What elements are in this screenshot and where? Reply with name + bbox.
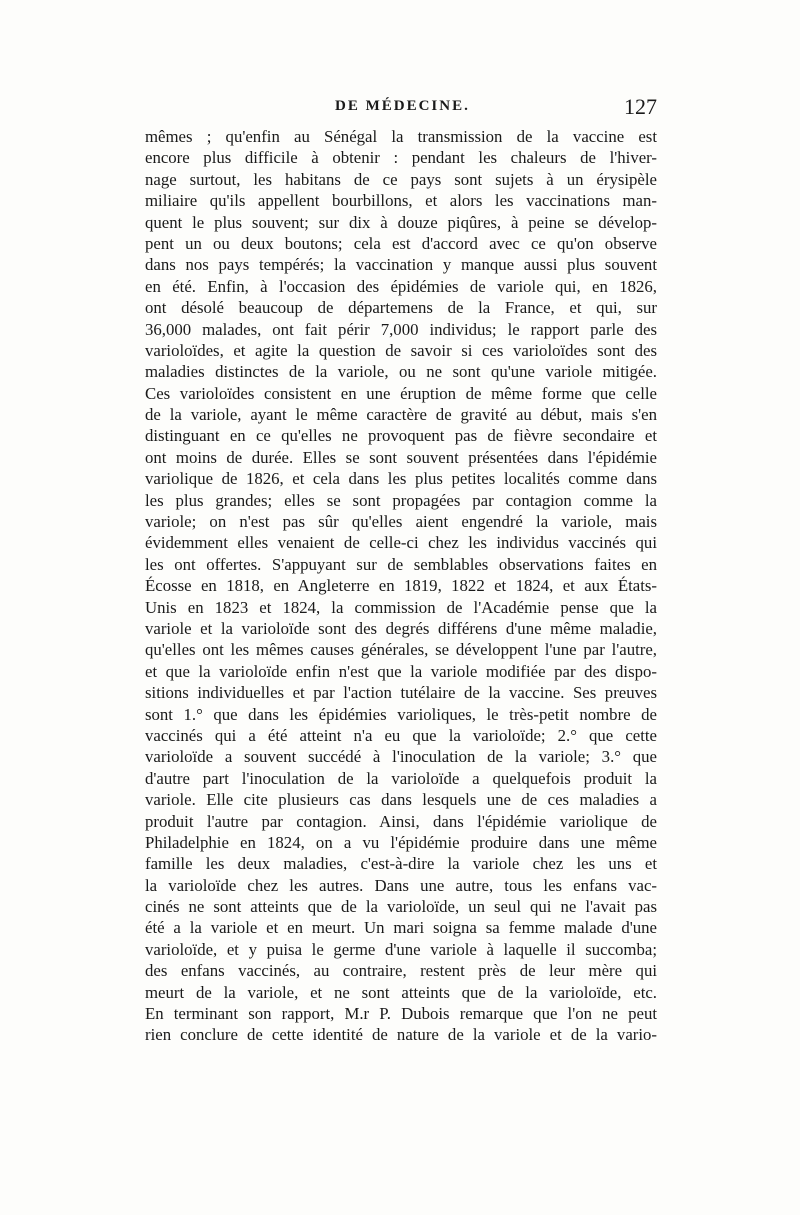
running-head (145, 94, 657, 126)
running-title: DE MÉDECINE. (335, 98, 470, 114)
page-number: 127 (624, 94, 657, 119)
text-line: variole. Elle cite plusieurs cas dans lesquels une de ces maladies a (145, 790, 657, 810)
text-line: miliaire qu'ils appellent bourbillons, et alors les vaccinations man- (145, 191, 657, 211)
text-line: mêmes ; qu'enfin au Sénégal la transmission de la vaccine est (145, 127, 657, 146)
text-line: meurt de la variole, et ne sont atteints que de la varioloïde, etc. (145, 982, 657, 1002)
text-line: et que la varioloïde enfin n'est que la variole modifiée par des dispo- (145, 661, 657, 681)
text-line: En terminant son rapport, M.r P. Dubois remarque que l'on ne peut (145, 1004, 657, 1024)
text-line: rien conclure de cette identité de nature de la variole et de la vario- (145, 1025, 657, 1045)
text-line: ont moins de durée. Elles se sont souvent présentées dans l'épidémie (145, 447, 657, 467)
text-line: de la variole, ayant le même caractère de gravité au début, mais s'en (145, 405, 657, 425)
text-line: 36,000 malades, ont fait périr 7,000 individus; le rapport parle des (145, 319, 657, 339)
text-line: ont désolé beaucoup de départemens de la France, et qui, sur (145, 298, 657, 318)
text-line: varioloïde a souvent succédé à l'inoculation de la variole; 3.° que (145, 747, 657, 767)
text-line: varioloïde, et y puisa le germe d'une variole à laquelle il succomba; (145, 939, 657, 959)
body-text (145, 126, 657, 1046)
text-line: encore plus difficile à obtenir : pendant les chaleurs de l'hiver- (145, 148, 657, 168)
text-line: la varioloïde chez les autres. Dans une autre, tous les enfans vac- (145, 875, 657, 895)
text-line: d'autre part l'inoculation de la varioloïde a quelquefois produit la (145, 768, 657, 788)
text-line: Unis en 1823 et 1824, la commission de l'Académie pense que la (145, 597, 657, 617)
text-line: maladies distinctes de la variole, ou ne sont qu'une variole mitigée. (145, 362, 657, 382)
text-line: famille les deux maladies, c'est-à-dire la variole chez les uns et (145, 854, 657, 874)
text-line: varioloïdes, et agite la question de savoir si ces varioloïdes sont des (145, 340, 657, 360)
text-line: évidemment elles venaient de celle-ci chez les individus vaccinés qui (145, 533, 657, 553)
text-line: les plus grandes; elles se sont propagées par contagion comme la (145, 490, 657, 510)
text-line: qu'elles ont les mêmes causes générales, se développent l'une par l'autre, (145, 640, 657, 660)
text-line: les ont offertes. S'appuyant sur de semblables observations faites en (145, 554, 657, 574)
text-line: nage surtout, les habitans de ce pays sont sujets à un érysipèle (145, 169, 657, 189)
text-line: variole; on n'est pas sûr qu'elles aient engendré la variole, mais (145, 512, 657, 532)
text-line: sont 1.° que dans les épidémies varioliques, le très-petit nombre de (145, 704, 657, 724)
text-line: Écosse en 1818, en Angleterre en 1819, 1822 et 1824, et aux États- (145, 576, 657, 596)
text-line: produit l'autre par contagion. Ainsi, dans l'épidémie variolique de (145, 811, 657, 831)
text-line: distinguant en ce qu'elles ne provoquent pas de fièvre secondaire et (145, 426, 657, 446)
text-line: des enfans vaccinés, au contraire, restent près de leur mère qui (145, 961, 657, 981)
text-line: en été. Enfin, à l'occasion des épidémies de variole qui, en 1826, (145, 276, 657, 296)
text-line: variole et la varioloïde sont des degrés différens d'une même maladie, (145, 618, 657, 638)
text-line: Ces varioloïdes consistent en une éruption de même forme que celle (145, 383, 657, 403)
text-line: sitions individuelles et par l'action tutélaire de la vaccine. Ses preuves (145, 683, 657, 703)
text-line: pent un ou deux boutons; cela est d'accord avec ce qu'on observe (145, 233, 657, 253)
text-line: cinés ne sont atteints que de la varioloïde, un seul qui ne l'avait pas (145, 897, 657, 917)
text-line: variolique de 1826, et cela dans les plus petites localités comme dans (145, 469, 657, 489)
text-line: Philadelphie en 1824, on a vu l'épidémie produire dans une même (145, 832, 657, 852)
text-line: vaccinés qui a été atteint n'a eu que la varioloïde; 2.° que cette (145, 725, 657, 745)
text-line: été a la variole et en meurt. Un mari soigna sa femme malade d'une (145, 918, 657, 938)
text-line: dans nos pays tempérés; la vaccination y manque aussi plus souvent (145, 255, 657, 275)
text-line: quent le plus souvent; sur dix à douze piqûres, à peine se dévelop- (145, 212, 657, 232)
